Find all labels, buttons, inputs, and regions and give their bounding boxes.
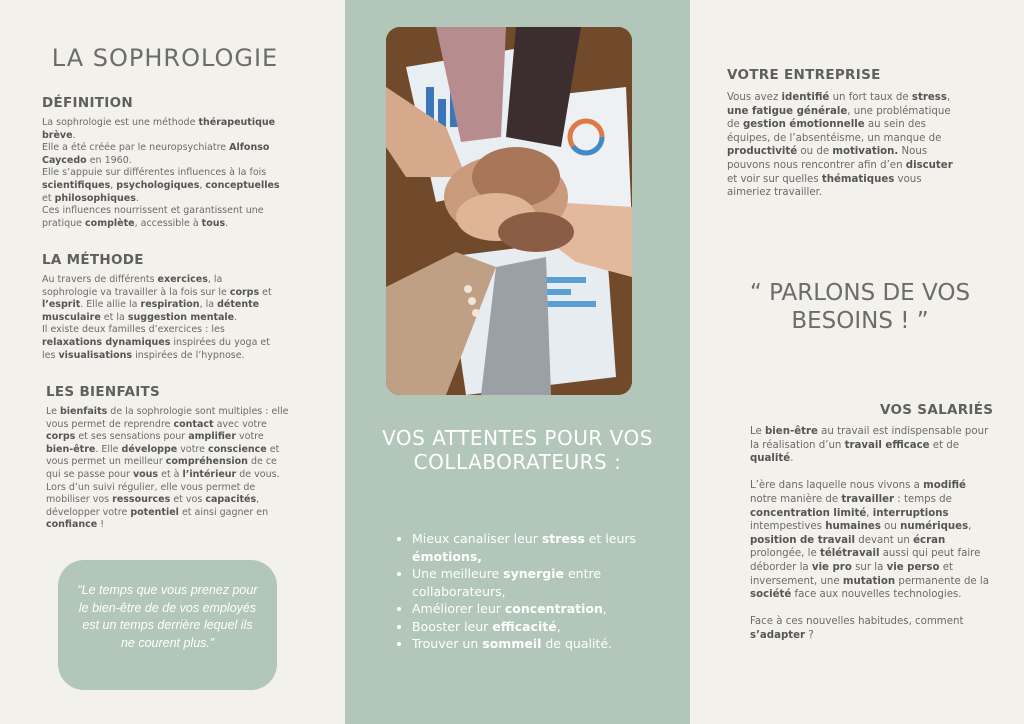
middle-title: VOS ATTENTES POUR VOS COLLABORATEURS : bbox=[382, 426, 653, 474]
list-item: • Améliorer leur concentration, bbox=[412, 600, 682, 618]
bienfaits-heading: LES BIENFAITS bbox=[46, 384, 161, 400]
left-panel bbox=[0, 0, 345, 724]
page-title: LA SOPHROLOGIE bbox=[51, 44, 279, 72]
list-item: • Booster leur efficacité, bbox=[412, 618, 682, 636]
list-item: • Trouver un sommeil de qualité. bbox=[412, 635, 682, 653]
bienfaits-text: Le bienfaits de la sophrologie sont multiples : elle vous permet de reprendre contact avec votre corps et ses sensations pour amplifier votre bien-être. Elle développe votre conscience et vous permet un meilleur compréhension de ce qui se passe pour vous et à l’intérieur de vous. Lors d’un suivi régulier, elle vous permet de mobiliser vos ressources et vos capacités, développer votre potentiel et ainsi gagner en confiance ! bbox=[46, 406, 289, 531]
list-item: • Mieux canaliser leur stress et leurs émotions, bbox=[412, 530, 682, 565]
hands-illustration bbox=[386, 27, 632, 395]
entreprise-text: Vous avez identifié un fort taux de stress, une fatigue générale, une problématique de gestion émotionnelle au sein des équipes, de l’absentéisme, un manque de productivité ou de motivation. Nous pouvons nous rencontrer afin d’en discuter et voir sur quelles thématiques vous aimeriez travailler. bbox=[727, 92, 953, 199]
team-hands-photo bbox=[386, 27, 632, 395]
expectations-list bbox=[394, 530, 682, 653]
entreprise-heading: VOTRE ENTREPRISE bbox=[727, 67, 881, 83]
quote-box bbox=[58, 560, 277, 690]
methode-text: Au travers de différents exercices, la sophrologie va travailler à la fois sur le corps et l’esprit. Elle allie la respiration, la détente musculaire et la suggestion mentale. Il existe deux familles d’exercices : les relaxations dynamiques inspirées du yoga et les visualisations inspirées de l’hypnose. bbox=[42, 274, 272, 361]
list-item: • Une meilleure synergie entre collaborateurs, bbox=[412, 565, 682, 600]
salaries-heading: VOS SALARIÉS bbox=[880, 402, 994, 418]
methode-heading: LA MÉTHODE bbox=[42, 252, 144, 268]
right-panel bbox=[690, 0, 1024, 724]
quote-text: “Le temps que vous prenez pour le bien-être de de vos employés est un temps derrière lequel ils ne courent plus.” bbox=[77, 583, 258, 650]
big-quote: “ PARLONS DE VOS BESOINS ! ” bbox=[749, 280, 971, 334]
middle-panel bbox=[345, 0, 690, 724]
definition-text: La sophrologie est une méthode thérapeutique brève. Elle a été créée par le neuropsychiatre Alfonso Caycedo en 1960. Elle s’appuie sur différentes influences à la fois scientifiques, psychologiques, conceptuelles et philosophiques. Ces influences nourrissent et garantissent une pratique complète, accessible à tous. bbox=[42, 117, 280, 229]
salaries-text: Le bien-être au travail est indispensable pour la réalisation d’un travail efficace et de qualité. L’ère dans laquelle nous vivons a modifié notre manière de travailler : temps de concentration limité, interruptions intempestives humaines ou numériques, position de travail devant un écran prolongée, le télétravail aussi qui peut faire déborder la vie pro sur la vie perso et inversement, une mutation permanente de la société face aux nouvelles technologies. Face à ces nouvelles habitudes, comment s’adapter ? bbox=[750, 426, 990, 641]
definition-heading: DÉFINITION bbox=[42, 95, 134, 111]
